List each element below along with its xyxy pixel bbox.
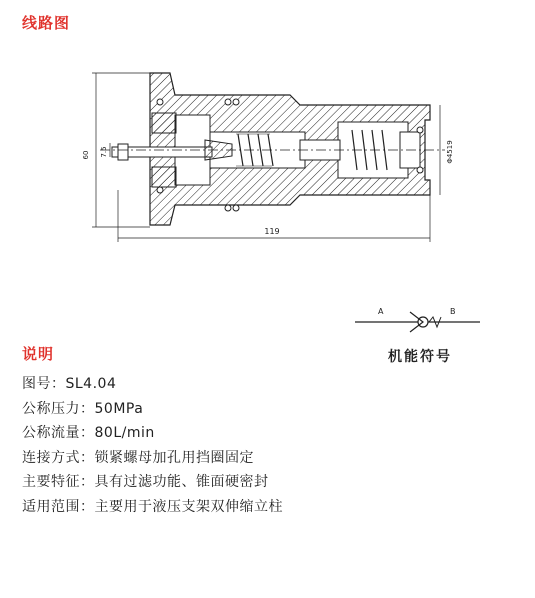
symbol-caption: 机能符号 <box>388 349 452 365</box>
dim-height-60: 60 <box>82 150 90 160</box>
description-title: 说明 <box>22 345 55 363</box>
dim-inner-7-5: 7.5 <box>100 146 108 158</box>
port-a-label: A <box>378 307 384 316</box>
spec-application: 适用范围：主要用于液压支架双伸缩立柱 <box>22 498 283 515</box>
port-b-label: B <box>450 307 456 316</box>
circuit-diagram-title: 线路图 <box>22 14 71 32</box>
valve-cross-section-drawing <box>0 40 535 270</box>
spec-connection: 连接方式：锁紧螺母加孔用挡圈固定 <box>22 449 254 466</box>
dim-length-119: 119 <box>264 227 280 236</box>
spec-list <box>22 372 283 519</box>
spec-nominal-flow: 公称流量：80L/min <box>22 425 155 441</box>
dim-thread: Φ4519 <box>446 140 454 164</box>
spec-nominal-pressure: 公称压力：50MPa <box>22 400 144 417</box>
spec-drawing-number: 图号：SL4.04 <box>22 376 117 392</box>
spec-features: 主要特征：具有过滤功能、锥面硬密封 <box>22 474 269 490</box>
check-valve-symbol <box>350 300 490 340</box>
